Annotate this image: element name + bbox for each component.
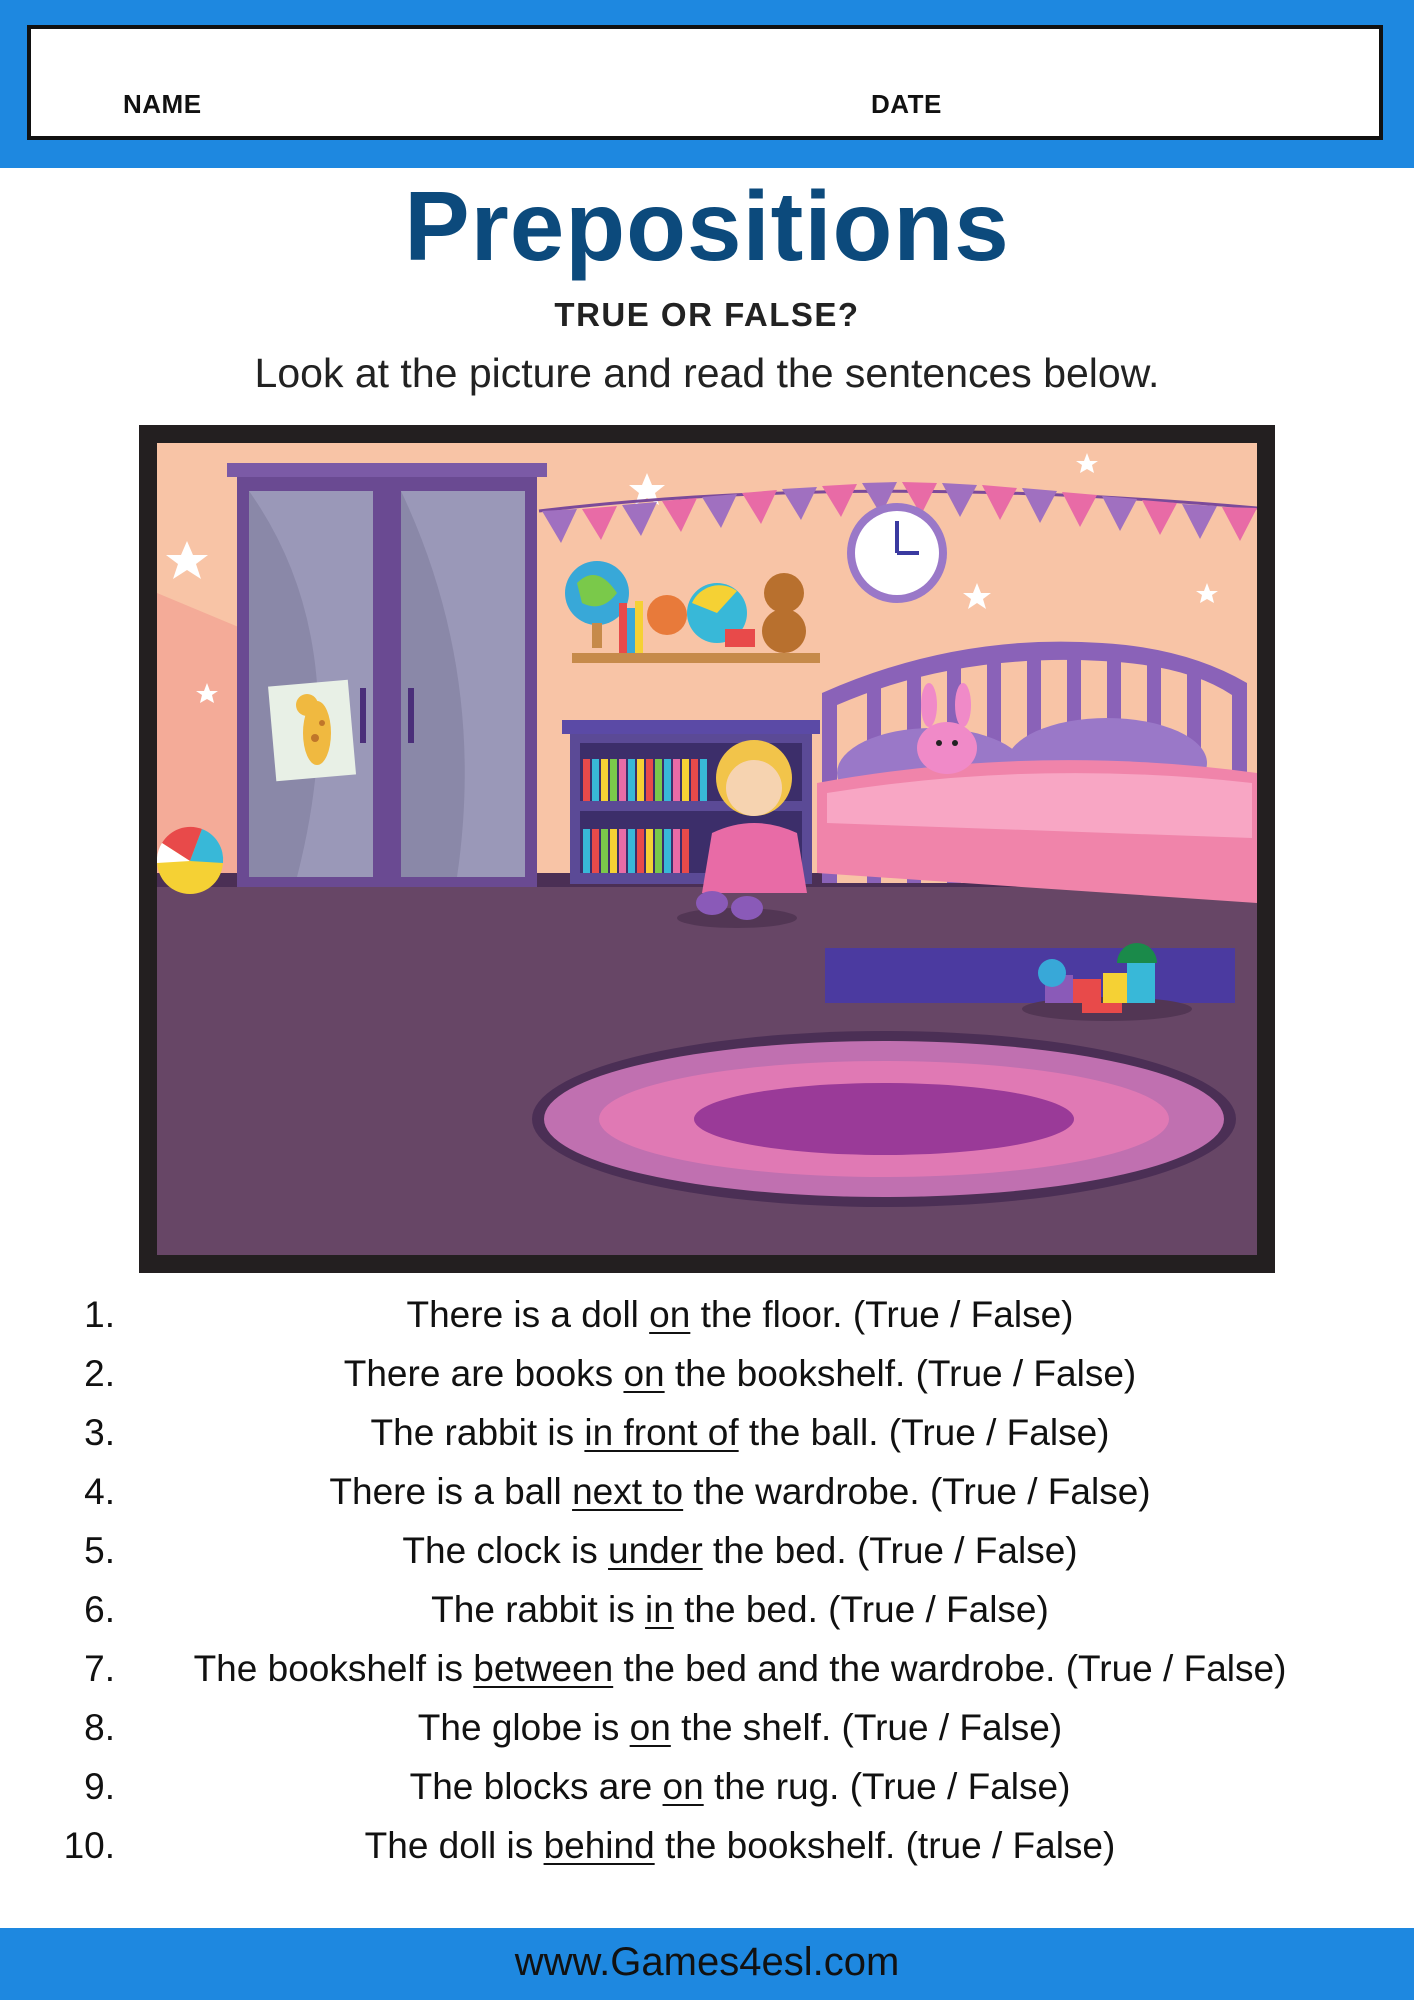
subtitle: TRUE OR FALSE? — [554, 296, 860, 333]
sentence-end[interactable]: the ball. (True / False) — [738, 1412, 1110, 1453]
sentence-start: There is a doll — [406, 1294, 650, 1335]
bedroom-picture — [139, 425, 1275, 1273]
bedroom-illustration — [157, 443, 1257, 1255]
item-number: 4. — [84, 1471, 115, 1512]
sentence-start: There are books — [343, 1353, 624, 1394]
sentence-end[interactable]: the floor. (True / False) — [690, 1294, 1074, 1335]
page-title: Prepositions — [404, 171, 1010, 281]
list-item — [0, 1288, 1414, 1347]
sentence-end[interactable]: the bed. (True / False) — [673, 1589, 1049, 1630]
list-item — [0, 1465, 1414, 1524]
list-item — [0, 1819, 1414, 1878]
sentence — [130, 1294, 1350, 1336]
sentence-start: There is a ball — [329, 1471, 573, 1512]
sentence-end[interactable]: the wardrobe. (True / False) — [683, 1471, 1151, 1512]
list-item — [0, 1760, 1414, 1819]
item-number: 3. — [84, 1412, 115, 1453]
bed — [817, 642, 1257, 1003]
list-item — [0, 1524, 1414, 1583]
sentence-start: The globe is — [417, 1707, 630, 1748]
item-number: 7. — [84, 1648, 115, 1689]
beach-ball — [157, 827, 223, 894]
sentence-start: The blocks are — [409, 1766, 663, 1807]
sentence — [130, 1530, 1350, 1572]
preposition: under — [608, 1530, 703, 1571]
sentence-end[interactable]: the bed. (True / False) — [702, 1530, 1078, 1571]
preposition: on — [623, 1353, 665, 1394]
list-item — [0, 1583, 1414, 1642]
sentence — [130, 1766, 1350, 1808]
footer-band — [0, 1928, 1414, 2000]
item-number: 2. — [84, 1353, 115, 1394]
preposition: between — [473, 1648, 614, 1689]
website-link[interactable]: www.Games4esl.com — [514, 1940, 900, 1984]
sentence-start: The rabbit is — [370, 1412, 585, 1453]
sentence — [130, 1353, 1350, 1395]
preposition: on — [662, 1766, 704, 1807]
sentence — [130, 1412, 1350, 1454]
name-line[interactable] — [216, 137, 538, 140]
sentence-start: The doll is — [364, 1825, 544, 1866]
preposition: behind — [543, 1825, 655, 1866]
sentence-start: The rabbit is — [431, 1589, 646, 1630]
name-label: NAME — [123, 89, 202, 119]
sentence — [130, 1825, 1350, 1867]
sentence-end[interactable]: the bookshelf. (true / False) — [654, 1825, 1116, 1866]
instruction-text: Look at the picture and read the sentences below. — [254, 350, 1160, 396]
item-number: 5. — [84, 1530, 115, 1571]
rug — [532, 1031, 1236, 1207]
sentence-end[interactable]: the bookshelf. (True / False) — [664, 1353, 1137, 1394]
sentence-start: The clock is — [402, 1530, 609, 1571]
header-band — [0, 0, 1414, 168]
sentence-end[interactable]: the rug. (True / False) — [703, 1766, 1071, 1807]
sentence-end[interactable]: the bed and the wardrobe. (True / False) — [613, 1648, 1287, 1689]
list-item — [0, 1406, 1414, 1465]
name-date-box — [27, 25, 1383, 140]
sentence-end[interactable]: the shelf. (True / False) — [670, 1707, 1063, 1748]
list-item — [0, 1701, 1414, 1760]
item-number: 1. — [84, 1294, 115, 1335]
sentence-list — [0, 1288, 1414, 1878]
preposition: in front of — [584, 1412, 739, 1453]
item-number: 10. — [63, 1825, 115, 1866]
wall-clock — [847, 503, 947, 603]
date-label: DATE — [871, 89, 942, 119]
item-number: 9. — [84, 1766, 115, 1807]
preposition: on — [629, 1707, 671, 1748]
giraffe-poster — [268, 680, 356, 782]
sentence — [130, 1707, 1350, 1749]
preposition: next to — [572, 1471, 684, 1512]
sentence — [130, 1471, 1350, 1513]
list-item — [0, 1347, 1414, 1406]
date-line[interactable] — [967, 137, 1289, 140]
item-number: 6. — [84, 1589, 115, 1630]
sentence — [130, 1648, 1350, 1690]
preposition: in — [645, 1589, 674, 1630]
wardrobe — [227, 463, 547, 887]
list-item — [0, 1642, 1414, 1701]
sentence-start: The bookshelf is — [193, 1648, 474, 1689]
preposition: on — [649, 1294, 691, 1335]
item-number: 8. — [84, 1707, 115, 1748]
sentence — [130, 1589, 1350, 1631]
